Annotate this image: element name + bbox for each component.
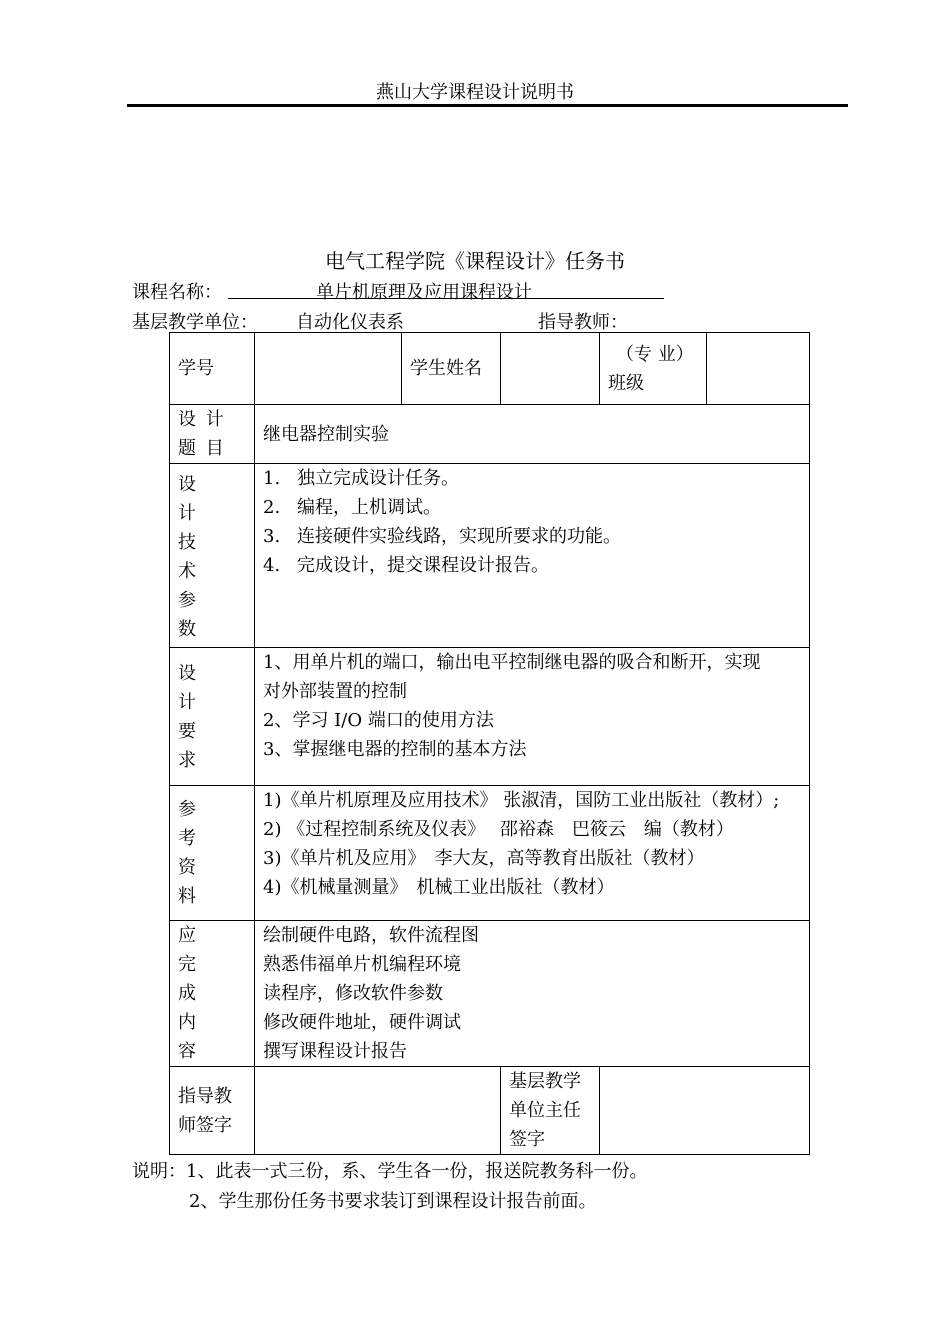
- item-text: 完成设计，提交课程设计报告。: [297, 555, 549, 576]
- params-label-char: 参: [178, 590, 196, 611]
- student-id-cell: [255, 333, 402, 405]
- table-row-topic: [170, 405, 810, 464]
- list-item: [263, 464, 801, 493]
- student-name-label: 学生姓名: [402, 333, 501, 405]
- advisor-signature-label-line: 师签字: [178, 1114, 232, 1136]
- params-label: [170, 464, 255, 648]
- content-label-char: 完: [178, 954, 196, 975]
- note-line-2: 2、学生那份任务书要求装订到课程设计报告前面。: [189, 1191, 597, 1212]
- class-label: 班级: [608, 372, 644, 394]
- course-name-label: 课程名称：: [132, 282, 222, 303]
- note-line-1: 说明：1、此表一式三份，系、学生各一份，报送院教务科一份。: [132, 1161, 648, 1182]
- requirements-label-char: 计: [178, 691, 196, 713]
- list-item: 修改硬件地址，硬件调试: [263, 1012, 461, 1033]
- references-label-char: 参: [178, 799, 196, 820]
- params-list: [263, 464, 801, 580]
- advisor-signature-cell: [255, 1067, 501, 1155]
- advisor-label: 指导教师：: [538, 312, 628, 333]
- list-item: 绘制硬件电路，软件流程图: [263, 925, 479, 946]
- item-text: 独立完成设计任务。: [297, 468, 459, 489]
- list-item: 撰写课程设计报告: [263, 1041, 407, 1062]
- references-list: [263, 786, 801, 902]
- course-name-value: 单片机原理及应用课程设计: [316, 282, 532, 303]
- table-row-student: [170, 333, 810, 405]
- list-item: 1)《单片机原理及应用技术》 张淑清，国防工业出版社（教材）;: [263, 790, 780, 811]
- table-row-signatures: [170, 1067, 810, 1155]
- list-item: 3、掌握继电器的控制的基本方法: [263, 739, 527, 760]
- params-label-char: 设: [178, 474, 196, 495]
- table-row-content: [170, 921, 810, 1067]
- requirements-label-char: 设: [178, 662, 196, 684]
- list-item: 3)《单片机及应用》 李大友，高等教育出版社（教材）: [263, 848, 705, 869]
- major-class-label: [600, 333, 707, 405]
- student-id-label: 学号: [170, 333, 255, 405]
- content-label-char: 容: [178, 1041, 196, 1062]
- params-content: [255, 464, 810, 648]
- list-item: 1、用单片机的端口，输出电平控制继电器的吸合和断开，实现: [263, 652, 761, 673]
- content-label: [170, 921, 255, 1067]
- item-text: 连接硬件实验线路，实现所要求的功能。: [297, 526, 621, 547]
- requirements-content: [255, 648, 810, 786]
- list-item: 读程序，修改软件参数: [263, 983, 443, 1004]
- table-row-requirements: [170, 648, 810, 786]
- list-item: [263, 551, 801, 580]
- references-label-char: 料: [178, 886, 196, 907]
- references-label-char: 资: [178, 857, 196, 878]
- params-label-char: 计: [178, 503, 196, 524]
- table-row-params: [170, 464, 810, 648]
- list-item: 2、学习 I/O 端口的使用方法: [263, 710, 494, 731]
- list-item: 熟悉伟福单片机编程环境: [263, 954, 461, 975]
- list-item: [263, 493, 801, 522]
- unit-head-signature-cell: [600, 1067, 810, 1155]
- item-number: 3.: [263, 526, 281, 547]
- content-label-char: 内: [178, 1012, 196, 1033]
- unit-head-signature-label: [501, 1067, 600, 1155]
- item-number: 1.: [263, 468, 281, 489]
- unit-head-signature-label-line: 基层教学: [509, 1071, 581, 1092]
- major-class-cell: [707, 333, 810, 405]
- list-item: 2) 《过程控制系统及仪表》 邵裕森 巴筱云 编（教材）: [263, 819, 734, 840]
- unit-label: 基层教学单位：: [132, 312, 258, 333]
- header-rule: [127, 104, 848, 107]
- student-name-cell: [501, 333, 600, 405]
- params-label-char: 技: [178, 532, 196, 553]
- list-item: [263, 522, 801, 551]
- unit-head-signature-label-line: 单位主任: [509, 1100, 581, 1121]
- requirements-list: [263, 648, 801, 764]
- params-label-char: 数: [178, 619, 196, 640]
- task-table: [169, 332, 810, 1155]
- list-item: 4)《机械量测量》 机械工业出版社（教材）: [263, 877, 615, 898]
- item-number: 4.: [263, 555, 281, 576]
- page-header-title: 燕山大学课程设计说明书: [376, 82, 574, 103]
- advisor-signature-label: [170, 1067, 255, 1155]
- unit-value: 自动化仪表系: [296, 312, 404, 333]
- advisor-signature-label-line: 指导教: [178, 1085, 232, 1107]
- requirements-label-char: 求: [178, 749, 196, 771]
- topic-value: 继电器控制实验: [255, 405, 810, 464]
- content-list: [263, 921, 801, 1066]
- topic-label: 设 计 题 目: [170, 405, 255, 464]
- content-label-char: 应: [178, 925, 196, 946]
- content-content: [255, 921, 810, 1067]
- table-row-references: [170, 786, 810, 921]
- references-label: [170, 786, 255, 921]
- references-content: [255, 786, 810, 921]
- content-label-char: 成: [178, 983, 196, 1004]
- unit-head-signature-label-line: 签字: [509, 1129, 545, 1150]
- item-number: 2.: [263, 497, 281, 518]
- params-label-char: 术: [178, 561, 196, 582]
- item-text: 编程，上机调试。: [297, 497, 441, 518]
- document-title: 电气工程学院《课程设计》任务书: [325, 249, 625, 273]
- major-label: （专 业）: [616, 343, 694, 365]
- requirements-label: [170, 648, 255, 786]
- requirements-label-char: 要: [178, 720, 196, 742]
- references-label-char: 考: [178, 828, 196, 849]
- list-item: 对外部装置的控制: [263, 681, 407, 702]
